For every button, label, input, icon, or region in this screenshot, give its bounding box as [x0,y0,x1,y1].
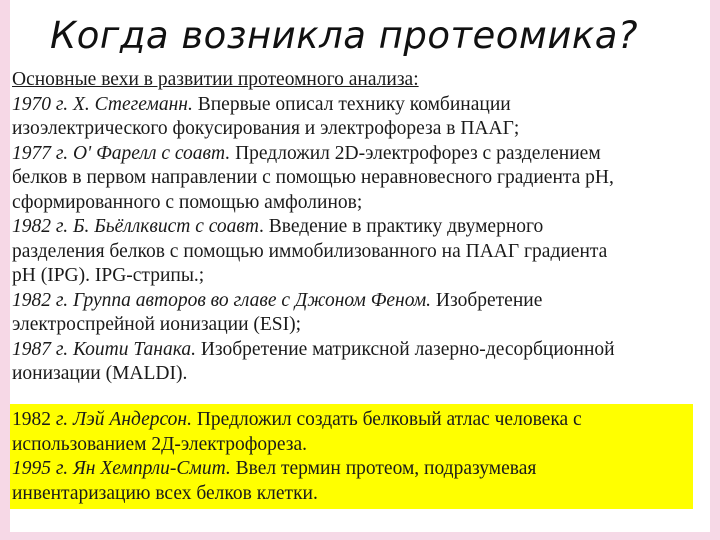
milestone-author: г. Лэй Андерсон. [51,409,192,430]
milestone-text: Впервые описал технику комбинации [192,93,511,115]
milestone-text: инвентаризацию всех белков клетки. [12,482,318,504]
milestone-year-author: 1987 г. Коити Танака. [12,338,196,360]
milestone-text: использованием 2Д-электрофореза. [12,433,308,455]
milestone-text: Ввел термин протеом, подразумевая [230,458,537,479]
highlighted-milestones-box [10,404,693,509]
milestone-text: разделения белков с помощью иммобилизованного на ПААГ градиента [12,240,608,262]
milestone-text: Предложил создать белковый атлас человека с [191,409,582,430]
slide-title: Когда возникла протеомика? [50,14,639,57]
milestone-text: ионизации (MALDI). [12,363,188,384]
milestone-1977 [12,142,702,216]
milestone-text: электроспрейной ионизации (ESI); [12,314,302,335]
milestone-year-author: 1982 г. Группа авторов во главе с Джоном Феном. [12,289,432,311]
milestone-1987 [12,338,702,387]
milestone-text: белков в первом направлении с помощью неравновесного градиента pH, [12,167,614,188]
milestone-1982-esi [12,289,702,338]
milestone-year-author: 1995 г. Ян Хемпрли-Смит. [12,458,231,479]
milestone-text: . Введение в практику двумерного [258,216,544,237]
milestone-text: сформированного с помощью амфолинов; [12,191,363,213]
milestone-text: pH (IPG). IPG-стрипы.; [12,265,205,286]
milestone-text: изоэлектрического фокусирования и электрофореза в ПААГ; [12,118,520,139]
section-heading: Основные вехи в развитии протеомного анализа: [12,69,419,90]
milestone-text: Изобретение [431,289,543,311]
milestone-year-author: 1977 г. О' Фарелл с соавт. [12,142,231,164]
milestone-year-author: 1982 г. Б. Бьёллквист с соавт [12,216,259,237]
milestones-text [12,68,702,387]
milestone-text: Изобретение матриксной лазерно-десорбционной [195,338,615,360]
milestone-year-author: 1970 г. Х. Стегеманн. [12,93,193,115]
milestone-text: Предложил 2D-электрофорез с разделением [230,142,601,164]
milestone-1982-atlas [12,408,693,457]
milestone-1970 [12,93,702,142]
milestone-year: 1982 [12,409,51,430]
milestone-1995 [12,457,693,506]
milestone-1982-ipg [12,215,702,289]
